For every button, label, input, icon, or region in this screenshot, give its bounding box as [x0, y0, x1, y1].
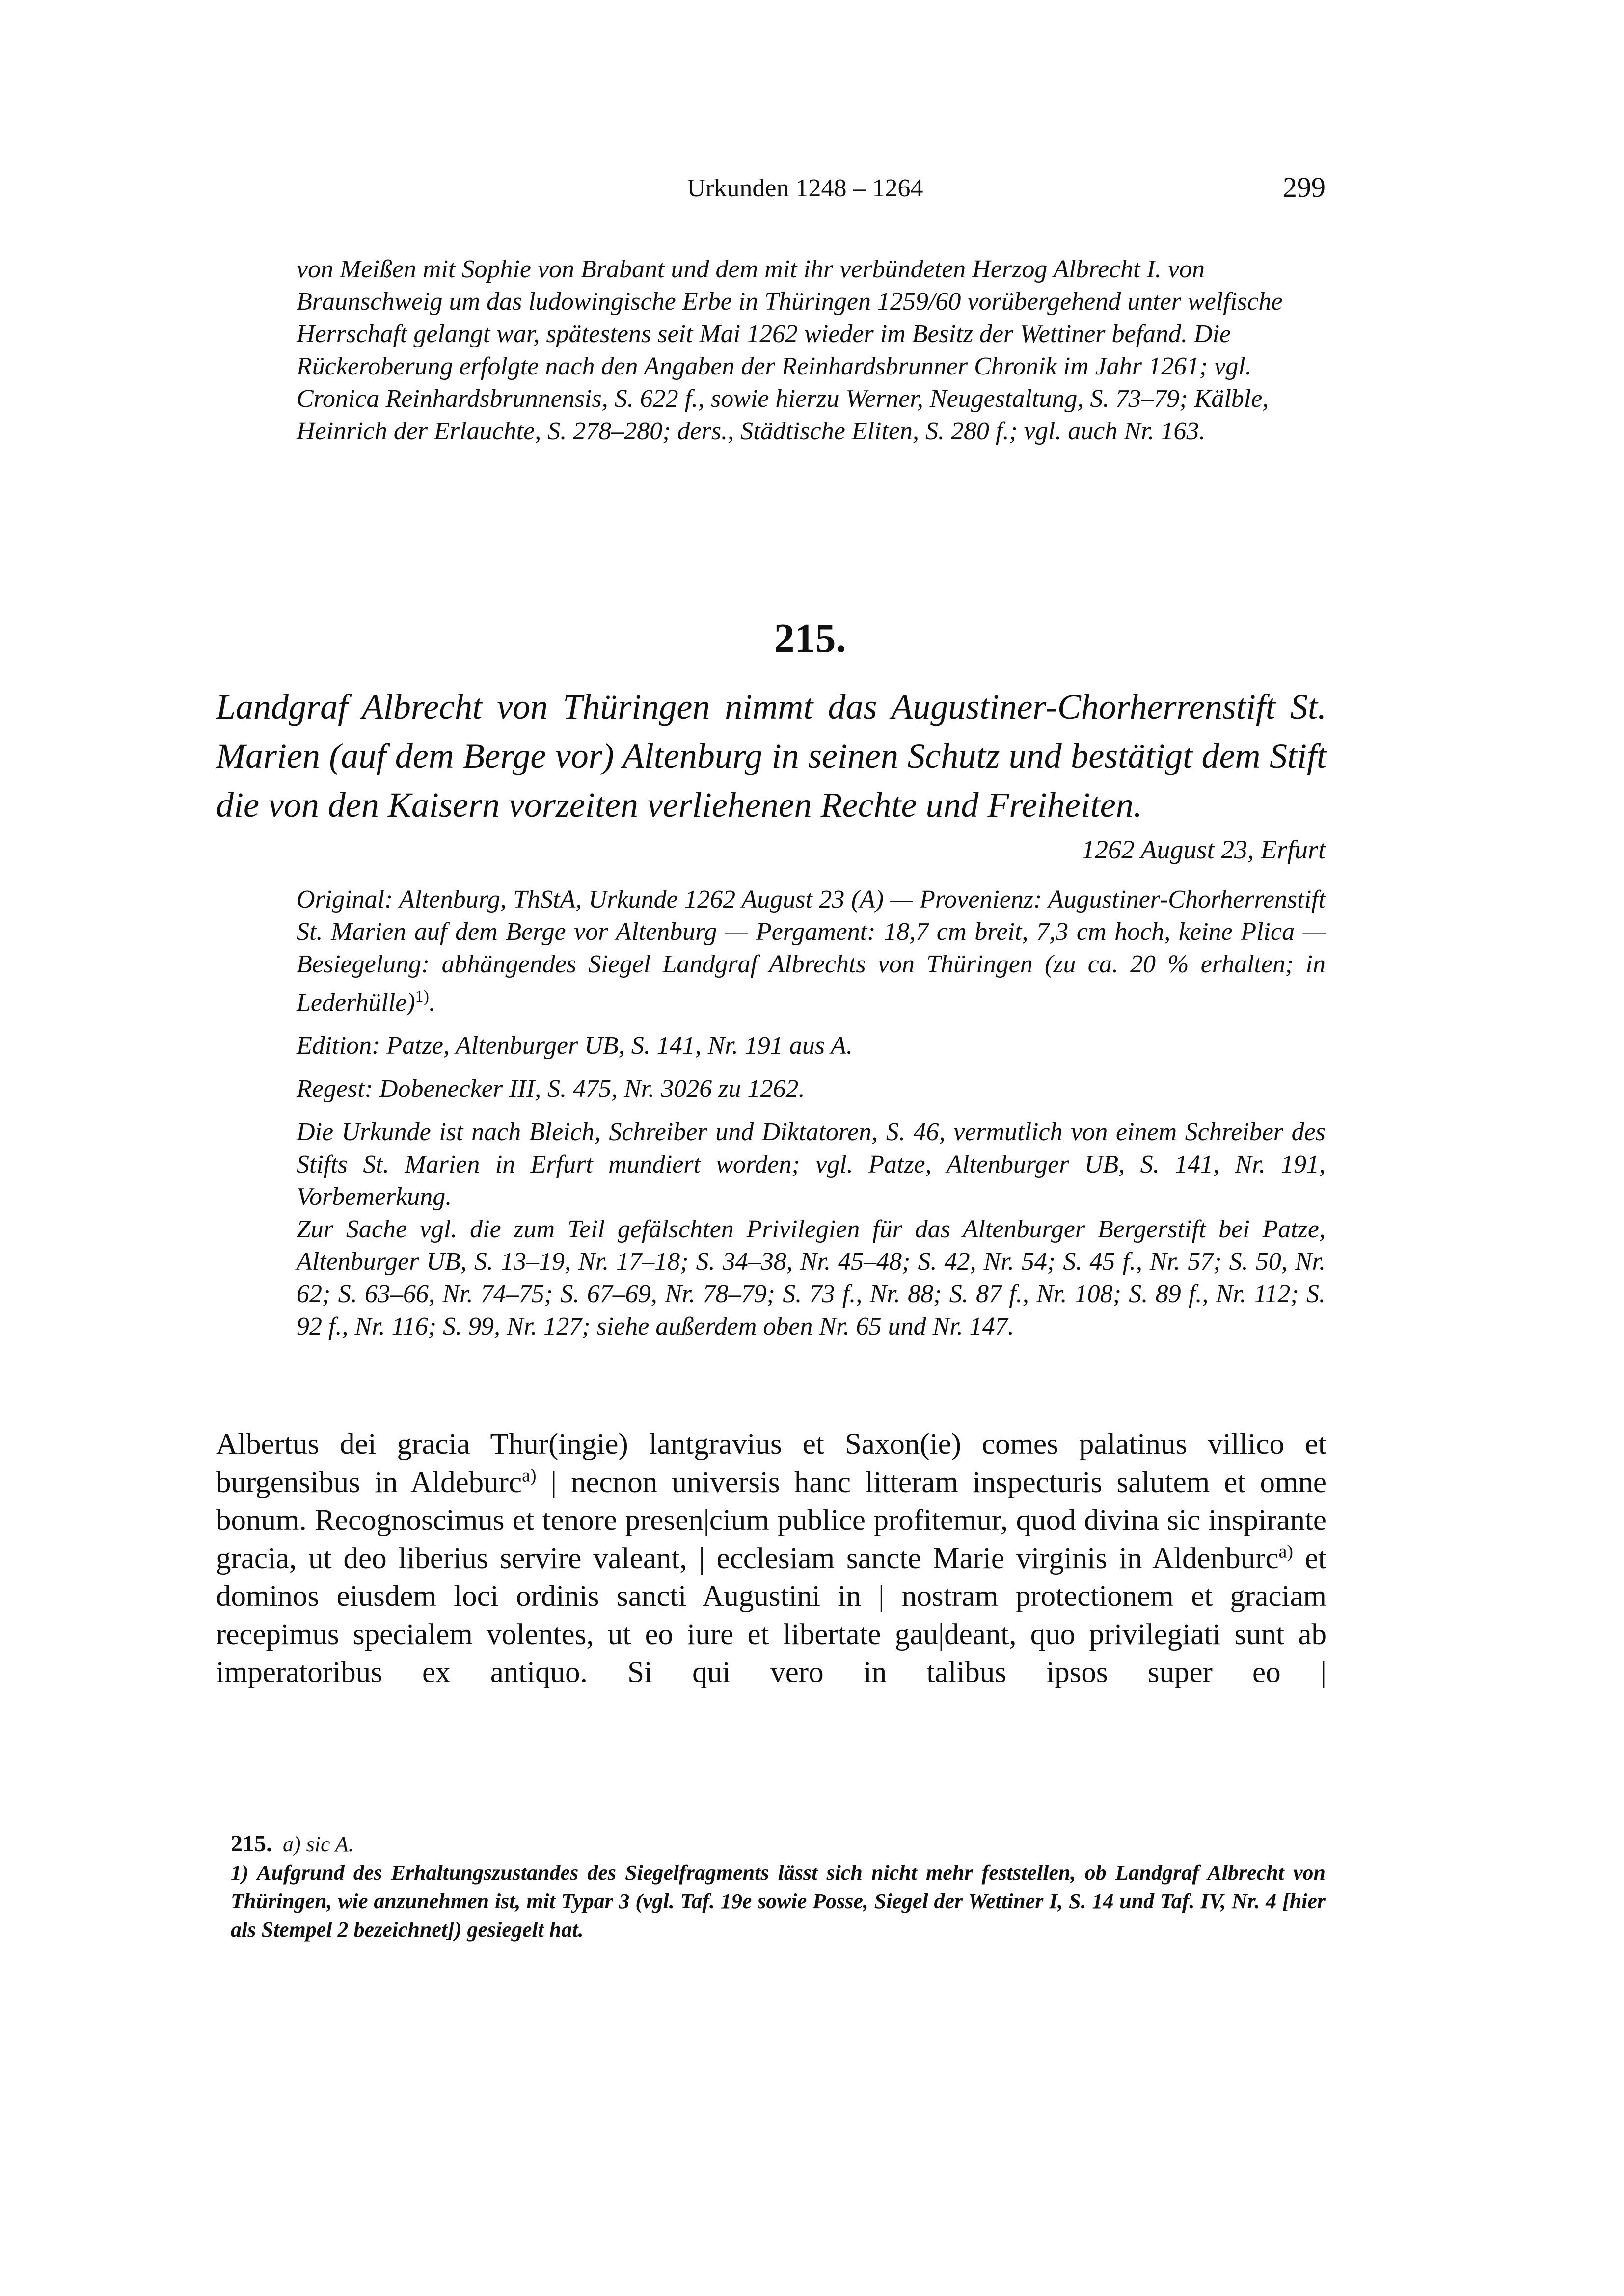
footnote-document-number: 215. — [231, 1831, 272, 1857]
footnote-1: 1) Aufgrund des Erhaltungszustandes des Siegelfragments lässt sich nicht mehr feststellen, ob Landgraf Albrecht von Thüringen, wie anzunehmen ist, mit Typar 3 (vgl. Taf. 19e sowie Posse, Siegel der Wettiner I, S. 14 und Taf. IV, Nr. 4 [hier als Stempel 2 bezeichnet]) gesiegelt hat. — [231, 1861, 1326, 1942]
document-date: 1262 August 23, Erfurt — [1081, 835, 1326, 864]
regest-line: Regest: Dobenecker III, S. 475, Nr. 3026 zu 1262. — [297, 1075, 805, 1103]
footnotes — [231, 1830, 1326, 1944]
edition-line: Edition: Patze, Altenburger UB, S. 141, Nr. 191 aus A. — [297, 1032, 853, 1060]
footnote-mark: 1) — [415, 988, 429, 1006]
document-metadata — [297, 883, 1326, 1343]
remark-paragraph: Zur Sache vgl. die zum Teil gefälschten Privilegien für das Altenburger Bergerstift bei Patze, Altenburger UB, S. 13–19, Nr. 17–18; S. 34–38, Nr. 45–48; S. 42, Nr. 54; S. 45 f., Nr. 57; S. 50, Nr. 62; S. 63–66, Nr. 74–75; S. 67–69, Nr. 78–79; S. 73 f., Nr. 88; S. 87 f., Nr. 108; S. 89 f., Nr. 112; S. 92 f., Nr. 116; S. 99, Nr. 127; siehe außerdem oben Nr. 65 und Nr. 147. — [297, 1215, 1326, 1341]
running-header-title: Urkunden 1248 – 1264 — [687, 174, 923, 202]
original-description: Original: Altenburg, ThStA, Urkunde 1262 August 23 (A) — Provenienz: Augustiner-Chorherrenstift St. Marien auf dem Berge vor Altenburg — Pergament: 18,7 cm breit, 7,3 cm hoch, keine Plica — Besiegelung: abhängendes Siegel Landgraf Albrechts von Thüringen (zu ca. 20 % erhalten; in Lederhülle)$^{1)}$. — [297, 885, 1326, 1017]
document-title: Landgraf Albrecht von Thüringen nimmt das Augustiner-Chorherrenstift St. Marien (auf dem Berge vor) Altenburg in seinen Schutz und bestätigt dem Stift die von den Kaisern vorzeiten verliehenen Rechte und Freiheiten. — [216, 687, 1326, 825]
previous-document-note: von Meißen mit Sophie von Brabant und dem mit ihr verbündeten Herzog Albrecht I. von Braunschweig um das ludowingische Erbe in Thüringen 1259/60 vorübergehend unter welfische Herrschaft gelangt war, spätestens seit Mai 1262 wieder im Besitz der Wettiner befand. Die Rückeroberung erfolgte nach den Angaben der Reinhardsbrunner Chronik im Jahr 1261; vgl. Cronica Reinhardsbrunnensis, S. 622 f., sowie hierzu Werner, Neugestaltung, S. 73–79; Kälble, Heinrich der Erlauchte, S. 278–280; ders., Städtische Eliten, S. 280 f.; vgl. auch Nr. 163. — [297, 255, 1283, 445]
apparatus-mark: a) — [522, 1465, 537, 1486]
page-number: 299 — [1283, 171, 1326, 203]
remark-paragraph: Die Urkunde ist nach Bleich, Schreiber und Diktatoren, S. 46, vermutlich von einem Schreiber des Stifts St. Marien in Erfurt mundiert worden; vgl. Patze, Altenburger UB, S. 141, Nr. 191, Vorbemerkung. — [297, 1118, 1326, 1211]
footnote-a: 215. a) sic A. — [231, 1831, 354, 1857]
apparatus-mark: a) — [1278, 1541, 1294, 1562]
document-number: 215. — [774, 615, 846, 661]
latin-charter-text: Albertus dei gracia Thur(ingie) lantgravius et Saxon(ie) comes palatinus villico et burgensibus in Aldeburc$^{a)}$ | necnon universis hanc litteram inspecturis salutem et omne bonum. Recognoscimus et tenore presen|cium publice profitemur, quod divina sic inspirante gracia, ut deo liberius servire valeant, | ecclesiam sancte Marie virginis in Aldenburc$^{a)}$ et dominos eiusdem loci ordinis sancti Augustini in | nostram protectionem et graciam recepimus specialem volentes, ut eo iure et libertate gau|deant, quo privilegiati sunt ab imperatoribus ex antiquo. Si qui vero in talibus ipsos super eo | — [216, 1428, 1326, 1689]
